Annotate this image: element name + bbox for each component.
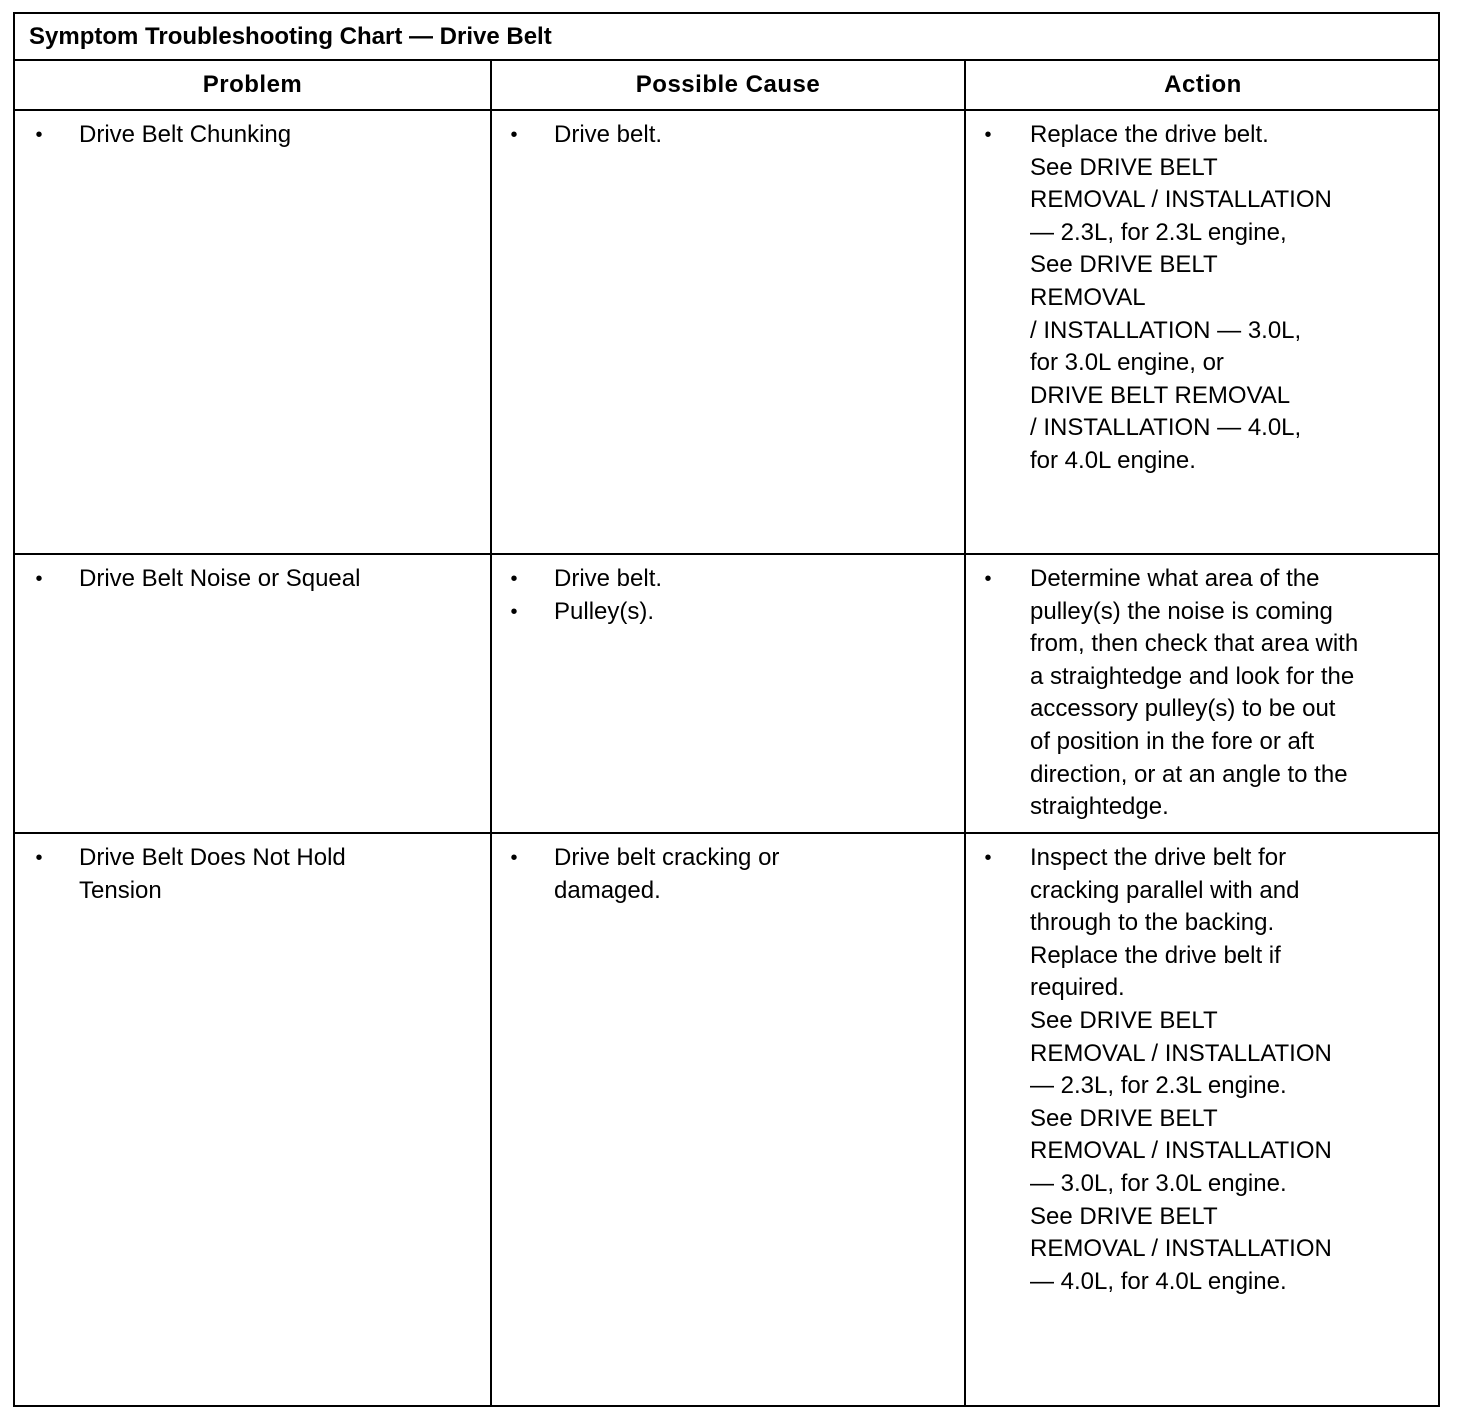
list-item: [504, 842, 959, 907]
troubleshooting-chart: [13, 12, 1440, 1407]
cause-text: Pulley(s).: [554, 597, 655, 625]
action-text: Replace the drive belt. See DRIVE BELT REMOVAL / INSTALLATION — 2.3L, for 2.3L engine, See DRIVE BELT REMOVAL / INSTALLATION — 3.0L, for 3.0L engine, or DRIVE BELT REMOVAL / INSTALLATION — 4.0L, for 4.0L engine.: [1030, 121, 1332, 474]
column-divider: [964, 61, 966, 1405]
problem-text: Drive Belt Chunking: [79, 121, 292, 148]
list-item: [978, 842, 1438, 1298]
bullet-icon: •: [35, 124, 43, 146]
bullet-icon: •: [984, 847, 992, 869]
bullet-icon: •: [35, 847, 43, 869]
problem-cell: [29, 842, 484, 907]
chart-title: Symptom Troubleshooting Chart — Drive Belt: [29, 23, 552, 50]
list-item: [29, 119, 484, 152]
chart-title-bar: [15, 14, 1438, 61]
column-header-possible-cause: Possible Cause: [635, 71, 821, 98]
action-text: Inspect the drive belt for cracking parallel with and through to the backing. Replace the drive belt if required. See DRIVE BELT REMOVAL / INSTALLATION — 2.3L, for 2.3L engine. See DRIVE BELT REMOVAL / INSTALLATION — 3.0L, for 3.0L engine. See DRIVE BELT REMOVAL / INSTALLATION — 4.0L, for 4.0L engine.: [1030, 844, 1332, 1295]
problem-cell: [29, 119, 484, 152]
list-item: [504, 563, 959, 596]
column-header-action: Action: [1164, 71, 1242, 98]
action-cell: [978, 842, 1438, 1298]
problem-text: Drive Belt Does Not Hold Tension: [79, 844, 346, 904]
bullet-icon: •: [984, 568, 992, 590]
bullet-icon: •: [35, 568, 43, 590]
list-item: [978, 563, 1438, 824]
cause-cell: [504, 119, 959, 152]
cause-cell: [504, 842, 959, 907]
cause-text: Drive belt cracking or damaged.: [554, 844, 780, 904]
action-cell: [978, 119, 1438, 478]
cause-text: Drive belt.: [554, 565, 663, 592]
row-divider: [15, 832, 1438, 834]
column-header-problem: Problem: [202, 71, 303, 98]
action-text: Determine what area of the pulley(s) the noise is coming from, then check that area with a straightedge and look for the accessory pulley(s) to be out of position in the fore or aft direction, or at an angle to the straightedge.: [1030, 565, 1359, 821]
list-item: [504, 596, 959, 629]
cause-cell: [504, 563, 959, 628]
bullet-icon: •: [510, 568, 518, 590]
row-divider: [15, 553, 1438, 555]
list-item: [504, 119, 959, 152]
cause-text: Drive belt.: [554, 121, 663, 148]
problem-cell: [29, 563, 484, 596]
bullet-icon: •: [510, 124, 518, 146]
list-item: [29, 563, 484, 596]
column-divider: [490, 61, 492, 1405]
bullet-icon: •: [510, 600, 518, 623]
problem-text: Drive Belt Noise or Squeal: [79, 565, 361, 592]
list-item: [978, 119, 1438, 478]
bullet-icon: •: [984, 124, 992, 146]
list-item: [29, 842, 484, 907]
action-cell: [978, 563, 1438, 824]
header-row: [15, 61, 1438, 111]
bullet-icon: •: [510, 847, 518, 869]
